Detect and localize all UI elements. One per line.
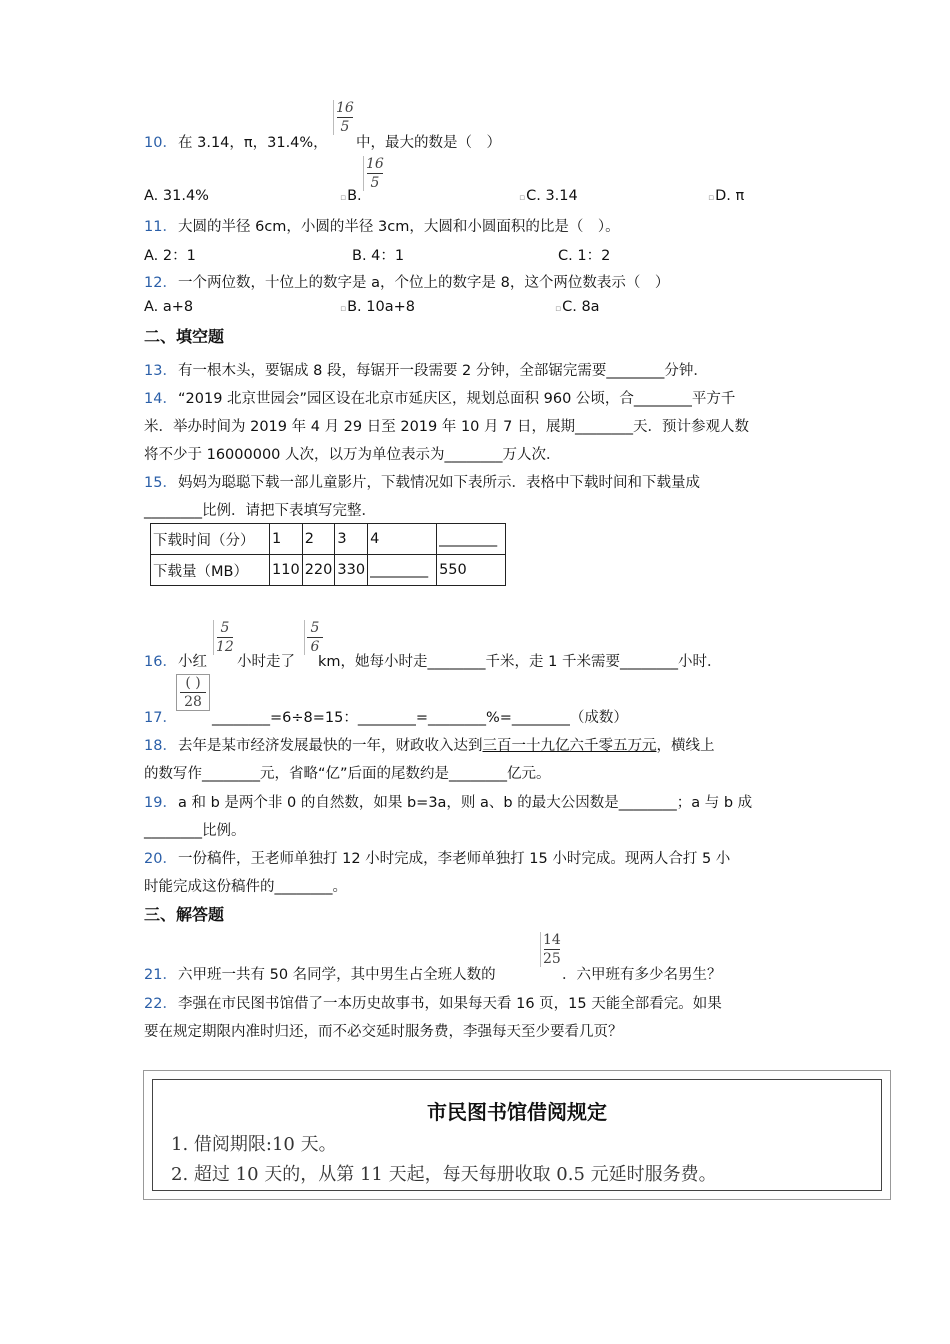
q13-number: 13． xyxy=(144,363,177,379)
q16-text-3: km，她每小时走________千米，走 1 千米需要________小时． xyxy=(318,654,722,670)
q10-text: 在 3.14，π，31.4%， xyxy=(178,135,328,151)
q15-line1: 妈妈为聪聪下载一部儿童影片，下载情况如下表所示．表格中下载时间和下载量成 xyxy=(178,475,700,491)
notice-rule-1: 1. 借阅期限:10 天。 xyxy=(171,1134,337,1155)
q22-line1: 李强在市民图书馆借了一本历史故事书，如果每天看 16 页，15 天能全部看完。如果 xyxy=(178,996,722,1012)
q12-option-b[interactable]: ▫B. 10a+8 xyxy=(340,299,415,315)
q14-line3: 将不少于 16000000 人次，以万为单位表示为________万人次． xyxy=(144,447,561,463)
table-cell: 2 xyxy=(302,524,335,555)
q10-option-d[interactable]: ▫D. π xyxy=(708,188,745,204)
fraction-denominator: 12 xyxy=(216,639,234,655)
q20-number: 20． xyxy=(144,851,177,867)
q20-line2: 时能完成这份稿件的________。 xyxy=(144,879,347,895)
q18-underlined-number: 三百一十九亿六千零五万元 xyxy=(482,738,657,754)
q12-option-a[interactable]: A. a+8 xyxy=(144,299,194,315)
q10-option-c[interactable]: ▫C. 3.14 xyxy=(519,188,578,204)
notice-title: 市民图书馆借阅规定 xyxy=(427,1100,607,1124)
q16-number: 16． xyxy=(144,654,177,670)
q13-text: 有一根木头，要锯成 8 段，每锯开一段需要 2 分钟，全部锯完需要________分钟． xyxy=(178,363,708,379)
q14-line1: “2019 北京世园会”园区设在北京市延庆区，规划总面积 960 公顷，合________平方千 xyxy=(178,391,736,407)
q11-option-a[interactable]: A. 2：1 xyxy=(144,248,196,264)
table-cell: 4 xyxy=(368,524,437,555)
fraction-denominator: 5 xyxy=(340,119,350,135)
table-cell: 1 xyxy=(270,524,303,555)
q20-line1: 一份稿件，王老师单独打 12 小时完成，李老师单独打 15 小时完成。现两人合打 5 小 xyxy=(178,851,731,867)
q10-option-a[interactable]: A. 31.4% xyxy=(144,188,209,204)
q11-text: 大圆的半径 6cm，小圆的半径 3cm，大圆和小圆面积的比是（ ）。 xyxy=(178,219,620,235)
table-cell: 下载量（MB） xyxy=(151,555,270,586)
q12-text: 一个两位数，十位上的数字是 a，个位上的数字是 8，这个两位数表示（ ） xyxy=(178,275,670,291)
q17-text: ________=6÷8=15：________=________%=________（成数） xyxy=(212,710,628,726)
q12-option-c[interactable]: ▫C. 8a xyxy=(555,299,600,315)
q14-line2: 米．举办时间为 2019 年 4 月 29 日至 2019 年 10 月 7 日，展期________天．预计参观人数 xyxy=(144,419,749,435)
table-cell: 330 xyxy=(335,555,368,586)
q10-fraction xyxy=(333,100,354,135)
table-cell: 220 xyxy=(302,555,335,586)
q19-line2: ________比例。 xyxy=(144,823,246,839)
q11-option-b[interactable]: B. 4：1 xyxy=(352,248,405,264)
table-cell-blank[interactable]: ________ xyxy=(368,555,437,586)
fraction-denominator: 6 xyxy=(310,639,320,655)
q21-text-2: ．六甲班有多少名男生？ xyxy=(562,967,722,983)
table-row xyxy=(151,555,506,586)
fraction-denominator: 25 xyxy=(543,951,561,967)
fraction-denominator: 28 xyxy=(184,694,202,710)
fraction-numerator: ( ) xyxy=(185,675,201,691)
q11-option-c[interactable]: C. 1：2 xyxy=(558,248,611,264)
q16-text-1: 小红 xyxy=(178,654,207,670)
q12-number: 12． xyxy=(144,275,177,291)
q19-line1: a 和 b 是两个非 0 的自然数，如果 b=3a，则 a、b 的最大公因数是________；a 与 b 成 xyxy=(178,795,753,811)
q17-fraction xyxy=(176,674,210,711)
q15-line2: ________比例．请把下表填写完整． xyxy=(144,503,376,519)
q18-number: 18． xyxy=(144,738,177,754)
notice-rule-2: 2. 超过 10 天的，从第 11 天起，每天每册收取 0.5 元延时服务费。 xyxy=(171,1164,717,1185)
q17-number: 17． xyxy=(144,710,177,726)
table-cell: 550 xyxy=(437,555,506,586)
notice-border xyxy=(152,1079,882,1191)
q22-number: 22． xyxy=(144,996,177,1012)
q11-number: 11． xyxy=(144,219,177,235)
table-cell: 下载时间（分） xyxy=(151,524,270,555)
q10-option-b[interactable]: ▫B. xyxy=(340,188,362,204)
table-cell-blank[interactable]: ________ xyxy=(437,524,506,555)
q19-number: 19． xyxy=(144,795,177,811)
library-rules-notice xyxy=(143,1070,891,1200)
fraction-numerator: 16 xyxy=(336,100,354,116)
q21-number: 21． xyxy=(144,967,177,983)
q15-number: 15． xyxy=(144,475,177,491)
table-row xyxy=(151,524,506,555)
fraction-numerator: 16 xyxy=(366,156,384,172)
q16-fraction-1 xyxy=(213,620,234,655)
q10-option-b-fraction xyxy=(363,156,384,191)
q21-fraction xyxy=(540,932,561,967)
q18-line2: 的数写作________元，省略“亿”后面的尾数约是________亿元。 xyxy=(144,766,551,782)
table-cell: 3 xyxy=(335,524,368,555)
fraction-numerator: 14 xyxy=(543,932,561,948)
download-table xyxy=(150,523,506,586)
q10-text-after: 中，最大的数是（ ） xyxy=(356,135,501,151)
q16-text-2: 小时走了 xyxy=(237,654,295,670)
q21-text-1: 六甲班一共有 50 名同学，其中男生占全班人数的 xyxy=(178,967,496,983)
q22-line2: 要在规定期限内准时归还，而不必交延时服务费，李强每天至少要看几页？ xyxy=(144,1024,623,1040)
q18-line1: 去年是某市经济发展最快的一年，财政收入达到三百一十九亿六千零五万元，横线上 xyxy=(178,738,715,754)
q14-number: 14． xyxy=(144,391,177,407)
fraction-numerator: 5 xyxy=(220,620,230,636)
fraction-denominator: 5 xyxy=(370,175,380,191)
fraction-numerator: 5 xyxy=(310,620,320,636)
q10-number: 10． xyxy=(144,135,177,151)
table-cell: 110 xyxy=(270,555,303,586)
section-heading-fill-blank: 二、填空题 xyxy=(144,327,225,346)
section-heading-answer: 三、解答题 xyxy=(144,905,225,924)
